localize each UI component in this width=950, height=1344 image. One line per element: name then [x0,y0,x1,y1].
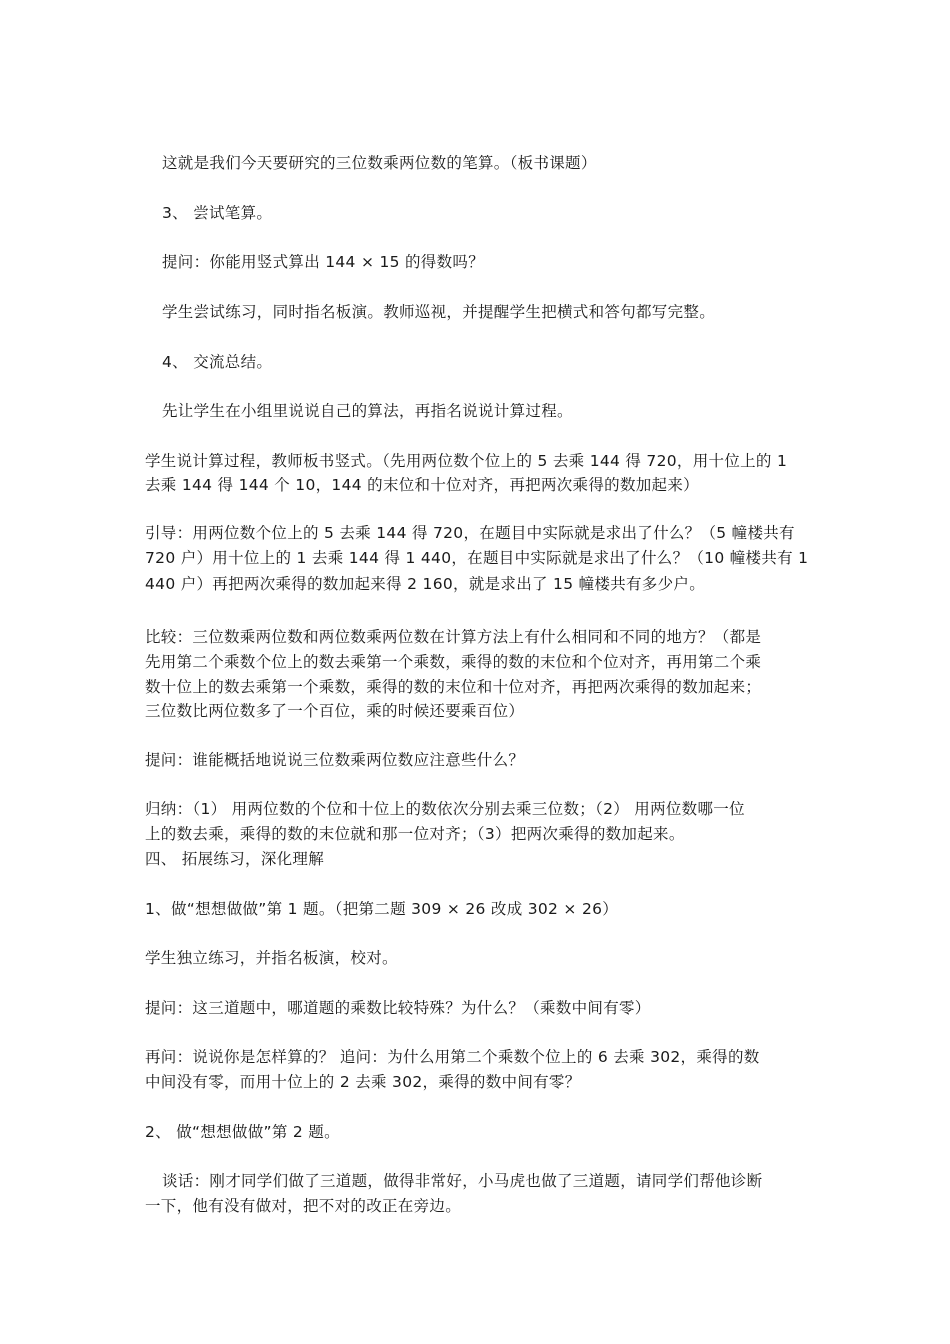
paragraph-line: 一下，他有没有做对，把不对的改正在旁边。 [145,1197,462,1215]
paragraph-line: 数十位上的数去乘第一个乘数，乘得的数的末位和十位对齐，再把两次乘得的数加起来； [145,678,762,696]
paragraph-line: 这就是我们今天要研究的三位数乘两位数的笔算。（板书课题） [162,154,597,172]
paragraph-line: 谈话：刚才同学们做了三道题，做得非常好，小马虎也做了三道题，请同学们帮他诊断 [162,1172,763,1190]
paragraph-line: 引导：用两位数个位上的 5 去乘 144 得 720，在题目中实际就是求出了什么？（5 幢楼共有 [145,524,795,542]
paragraph-line: 提问：你能用竖式算出 144 × 15 的得数吗？ [162,253,485,271]
paragraph-line: 比较：三位数乘两位数和两位数乘两位数在计算方法上有什么相同和不同的地方？（都是 [145,628,762,646]
paragraph-line: 三位数比两位数多了一个百位，乘的时候还要乘百位） [145,702,525,720]
paragraph-line: 中间没有零，而用十位上的 2 去乘 302，乘得的数中间有零？ [145,1073,581,1091]
paragraph-line: 再问：说说你是怎样算的？ 追问：为什么用第二个乘数个位上的 6 去乘 302，乘得的数 [145,1048,760,1066]
paragraph-line: 学生独立练习，并指名板演，校对。 [145,949,398,967]
paragraph-line: 先让学生在小组里说说自己的算法，再指名说说计算过程。 [162,402,573,420]
paragraph-line: 提问：这三道题中，哪道题的乘数比较特殊？为什么？（乘数中间有零） [145,999,651,1017]
paragraph-line: 提问：谁能概括地说说三位数乘两位数应注意些什么？ [145,751,525,769]
paragraph-line: 归纳：（1） 用两位数的个位和十位上的数依次分别去乘三位数；（2） 用两位数哪一位 [145,800,745,818]
paragraph-line: 上的数去乘，乘得的数的末位就和那一位对齐；（3）把两次乘得的数加起来。 [145,825,685,843]
section-heading: 3、 尝试笔算。 [162,204,273,222]
paragraph-line: 1、做“想想做做”第 1 题。（把第二题 309 × 26 改成 302 × 26） [145,900,619,918]
paragraph-line: 先用第二个乘数个位上的数去乘第一个乘数，乘得的数的末位和个位对齐，再用第二个乘 [145,653,762,671]
paragraph-line: 学生说计算过程，教师板书竖式。（先用两位数个位上的 5 去乘 144 得 720，用十位上的 1 [145,452,788,470]
paragraph-line: 720 户）用十位上的 1 去乘 144 得 1 440，在题目中实际就是求出了什么？（10 幢楼共有 1 [145,549,809,567]
paragraph-line: 440 户）再把两次乘得的数加起来得 2 160，就是求出了 15 幢楼共有多少户。 [145,575,705,593]
section-heading: 2、 做“想想做做”第 2 题。 [145,1123,340,1141]
section-heading: 4、 交流总结。 [162,353,273,371]
paragraph-line: 去乘 144 得 144 个 10，144 的末位和十位对齐，再把两次乘得的数加起来） [145,476,699,494]
paragraph-line: 学生尝试练习，同时指名板演。教师巡视，并提醒学生把横式和答句都写完整。 [162,303,716,321]
section-heading: 四、 拓展练习，深化理解 [145,850,325,868]
